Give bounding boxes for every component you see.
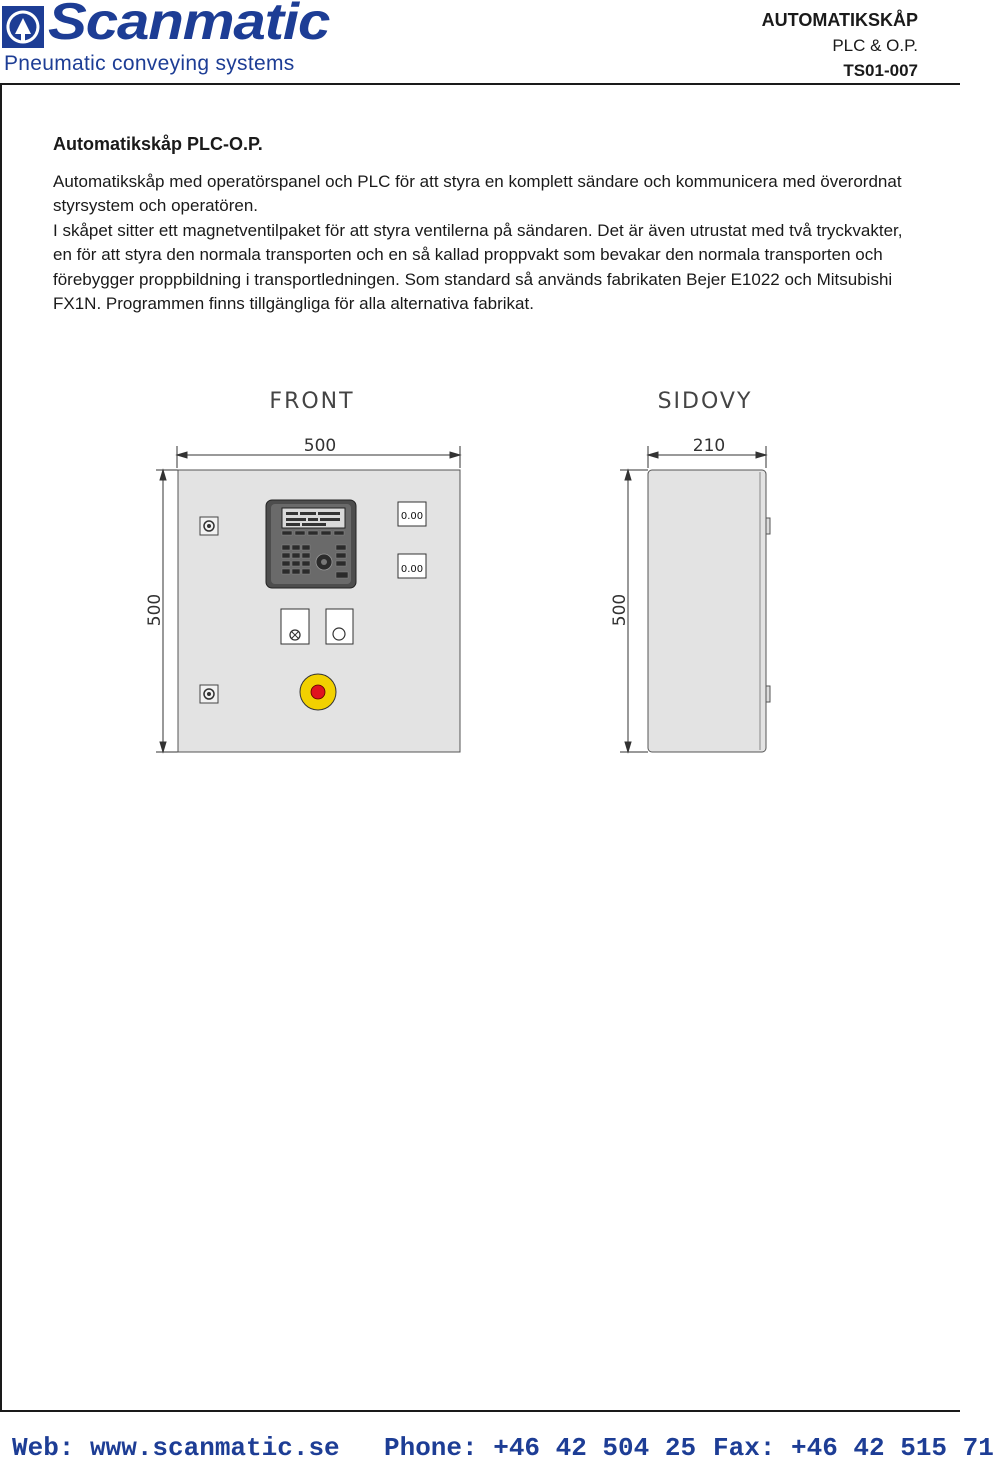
side-width-value: 210 (692, 436, 726, 456)
footer-fax: Fax: +46 42 515 71 (713, 1433, 994, 1463)
document-title: Automatikskåp PLC-O.P. (53, 134, 263, 154)
description-paragraph: I skåpet sitter ett magnetventilpaket för att styra ventilerna på sändaren. Det är även utrustat med två tryckvakter, en för att styra den normala transporten och en så kallad proppvakt som bevakar den normala transporten och förebygger proppbildning i transportledningen. Som standard så används fabrikaten Bejer E1022 och Mitsubishi FX1N. Programmen finns tillgängliga för alla alternativa fabrikat. (53, 221, 903, 314)
cabinet-drawing (0, 370, 960, 770)
digital-display-2-value: 0.00 (400, 564, 424, 575)
digital-display-2 (398, 554, 426, 578)
footer-divider (0, 1410, 960, 1412)
side-cabinet-panel (648, 470, 766, 752)
side-height-value: 500 (610, 593, 630, 627)
company-logo (2, 2, 352, 78)
front-height-value: 500 (145, 593, 165, 627)
header-title: AUTOMATIKSKÅP (761, 10, 918, 30)
operator-panel-hmi (266, 500, 356, 588)
side-view-label: SIDOVY (657, 389, 753, 414)
logo-wordmark: Scanmatic (48, 0, 330, 51)
push-button-icon (326, 609, 353, 644)
side-hinge-bottom (766, 686, 770, 702)
side-hinge-top (766, 518, 770, 534)
selector-switch-icon (281, 609, 309, 644)
digital-display-1 (398, 502, 426, 526)
footer-phone: Phone: +46 42 504 25 (384, 1433, 697, 1463)
logo-tagline: Pneumatic conveying systems (4, 52, 295, 75)
indicator-lamp-icon (200, 517, 218, 535)
scanmatic-emblem-icon (2, 6, 44, 48)
header-document-code: TS01-007 (843, 61, 918, 80)
digital-display-1-value: 0.00 (400, 511, 424, 522)
header-subtitle: PLC & O.P. (832, 36, 918, 55)
front-view-label: FRONT (269, 389, 355, 414)
footer-web[interactable]: Web: www.scanmatic.se (12, 1433, 340, 1463)
front-width-value: 500 (303, 436, 337, 456)
header-divider (0, 83, 960, 85)
emergency-stop-icon (300, 674, 336, 710)
intro-paragraph: Automatikskåp med operatörspanel och PLC för att styra en komplett sändare och kommunicera med överordnat styrsystem och operatören. (53, 172, 902, 216)
indicator-lamp-icon (200, 685, 218, 703)
